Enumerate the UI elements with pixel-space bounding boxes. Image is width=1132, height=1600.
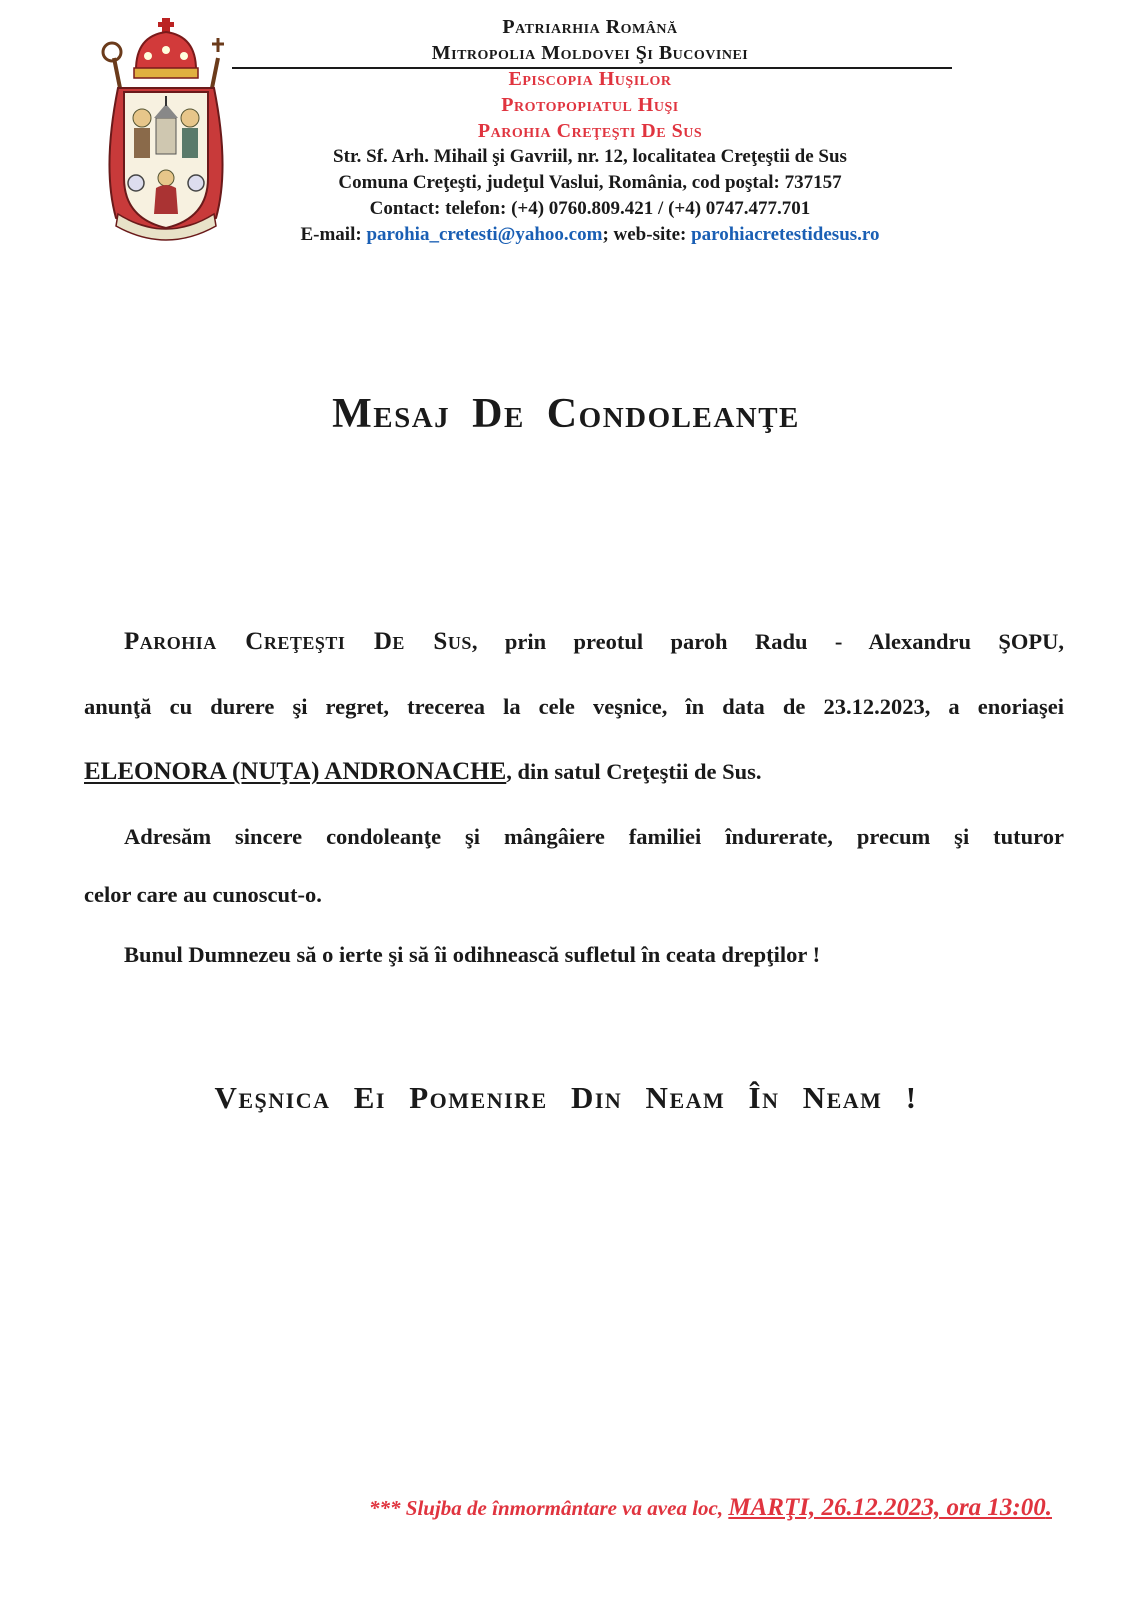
paragraph-1-line-2: anunţă cu durere şi regret, trecerea la cele veşnice, în data de 23.12.2023, a enoriaşei <box>84 694 1064 719</box>
page-title: Mesaj De Condoleanţe <box>332 391 800 437</box>
letterhead-address-street: Str. Sf. Arh. Mihail şi Gavriil, nr. 12, localitatea Creţeştii de Sus <box>333 146 847 167</box>
funeral-date-time: MARŢI, 26.12.2023, ora 13:00 <box>728 1494 1046 1521</box>
funeral-notice-text: *** Slujba de înmormântare va avea loc, <box>369 1496 729 1520</box>
letterhead-deanery: Protopopiatul Huşi <box>501 94 679 116</box>
letterhead-parish: Parohia Creţeşti De Sus <box>477 120 703 142</box>
parish-name: Parohia Creţeşti De Sus <box>124 628 472 655</box>
village-mention: , din satul Creţeştii de Sus. <box>506 759 762 784</box>
funeral-notice <box>369 1494 1052 1522</box>
deceased-name: ELEONORA (NUŢA) ANDRONACHE <box>84 758 507 785</box>
email-label: E-mail: <box>300 224 362 245</box>
letterhead-phone: Contact: telefon: (+4) 0760.809.421 / (+4) 0747.477.701 <box>369 198 811 219</box>
website-link[interactable]: parohiacretestidesus.ro <box>691 224 880 245</box>
letterhead-address-commune: Comuna Creţeşti, judeţul Vaslui, România, cod poştal: 737157 <box>338 172 842 193</box>
letterhead-patriarchate: Patriarhia Română <box>502 16 678 38</box>
closing-line: Veşnica Ei Pomenire Din Neam În Neam ! <box>214 1080 918 1115</box>
funeral-notice-end: . <box>1045 1494 1052 1521</box>
paragraph-2-line-1: Adresăm sincere condoleanţe şi mângâiere familiei îndurerate, precum şi tuturor <box>124 824 1064 849</box>
paragraph-1-line-3 <box>84 758 1064 786</box>
coat-of-arms-icon <box>96 18 236 246</box>
letterhead-contact-links <box>230 224 950 246</box>
paragraph-1-line-1 <box>84 628 1064 656</box>
priest-mention: , prin preotul paroh Radu - Alexandru ŞOPU, <box>471 629 1065 654</box>
letterhead-metropolis: Mitropolia Moldovei Şi Bucovinei <box>431 42 749 64</box>
website-label: ; web-site: <box>602 224 687 245</box>
paragraph-2-line-2: celor care au cunoscut-o. <box>84 882 322 907</box>
letterhead-diocese: Episcopia Huşilor <box>508 68 672 90</box>
email-link[interactable]: parohia_cretesti@yahoo.com <box>366 224 603 245</box>
paragraph-3: Bunul Dumnezeu să o ierte şi să îi odihnească sufletul în ceata drepţilor ! <box>124 942 821 967</box>
